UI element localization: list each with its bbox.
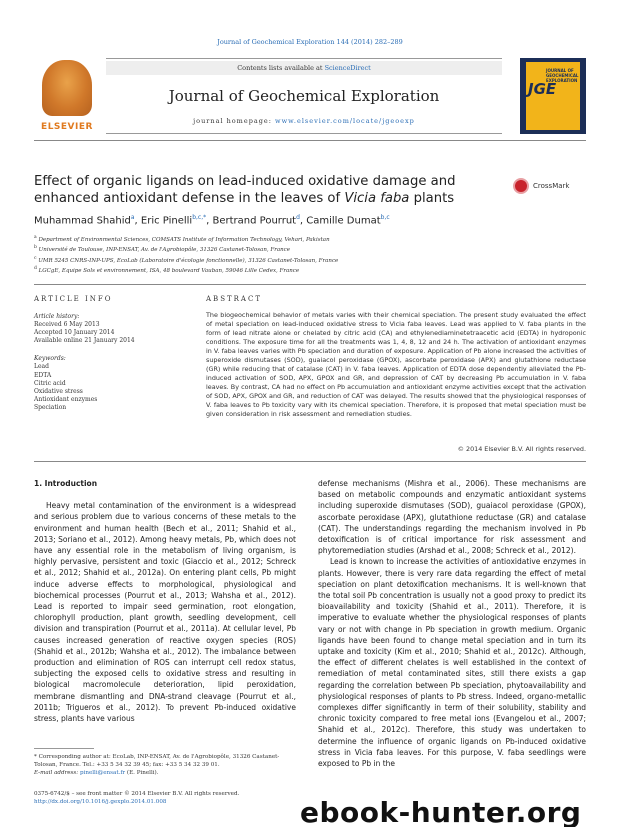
history-item: Received 6 May 2013 [34,321,100,329]
divider [34,140,586,141]
keywords-label: Keywords: [34,355,66,363]
homepage-link[interactable]: www.elsevier.com/locate/jgeoexp [275,117,415,125]
article-info-heading: ARTICLE INFO [34,295,113,303]
author-sep: , [206,215,213,227]
history-item: Available online 21 January 2014 [34,337,135,345]
publication-info [34,790,296,806]
doi-link[interactable]: http://dx.doi.org/10.1016/j.gexplo.2014.01.008 [34,799,167,805]
affiliations [34,234,586,276]
journal-homepage [106,117,502,125]
affiliation [34,265,586,275]
contents-bar [106,61,502,75]
crossmark-badge[interactable] [513,177,588,197]
author-sep: , [134,215,141,227]
cover-letters: JGE [528,80,557,98]
keyword: EDTA [34,371,52,379]
body-column-left [34,478,296,724]
author-name[interactable]: Bertrand Pourrut [212,215,297,227]
affiliation-sup: b [34,245,37,251]
email-label: E-mail address: [34,770,80,776]
keyword: Speciation [34,403,67,411]
affiliation-sup: c [34,255,37,261]
title-line-2a: enhanced antioxidant defense in the leaves of [34,191,345,206]
keyword: Citric acid [34,379,66,387]
article-info [34,313,184,412]
author-sup[interactable]: b,c [380,214,390,221]
affiliation-sup: d [34,266,37,272]
footnote-rule [34,748,94,749]
journal-reference[interactable]: Journal of Geochemical Exploration 144 (2014) 282–289 [217,38,403,46]
affiliation-text: Department of Environmental Sciences, COMSATS Institute of Information Technology, Vehari, Pakistan [38,236,330,243]
history-label: Article history: [34,313,80,320]
title-line-2b: plants [409,191,455,206]
affiliation-text: LGCgE, Equipe Sols et environnement, ISA, 48 boulevard Vauban, 59046 Lille Cedex, France [38,268,300,275]
title-line-1: Effect of organic ligands on lead-induced oxidative damage and [34,174,456,189]
abstract-heading: ABSTRACT [206,295,263,303]
journal-banner [106,58,502,134]
crossmark-label: CrossMark [533,182,570,190]
journal-cover[interactable] [520,58,586,134]
affiliation [34,255,586,265]
divider [34,461,586,462]
body-column-right [318,478,586,769]
divider [34,284,586,285]
email-note [34,769,296,777]
keyword: Antioxidant enzymes [34,395,98,403]
paragraph: Lead is known to increase the activities of antioxidative enzymes in plants. However, there is very rare data regarding the effect of metal speciation on plant detoxification mechanisms. It is well-known that the total soil Pb concentration is usually not a good proxy to predict its bioavailability and toxicity (Shahid et al., 2011). Therefore, it is imperative to evaluate whether the physiological responses of plants vary or not with change in Pb speciation in growth medium. Organic ligands have been found to change metal speciation and in turn its uptake and toxicity (Kim et al., 2010; Shahid et al., 2012c). Although, the effect of different chelates is well established in the context of remediation of metal contaminated sites, still there exists a gap regarding the correlation between Pb speciation, phytoavailability and physiological responses of plants to Pb stress. Indeed, organo-metallic complexes differ significantly in term of their solubility, stability and chronic toxicity compared to free metal ions (Evangelou et al., 2007; Shahid et al., 2012c). Therefore, this study was undertaken to determine the influence of organic ligands on Pb-induced oxidative stress in Vicia faba leaves. For this purpose, V. faba seedlings were exposed to Pb in the [318,557,586,769]
author-name[interactable]: Camille Dumat [306,215,381,227]
paragraph: defense mechanisms (Mishra et al., 2006). These mechanisms are based on metabolic compounds and enzymatic antioxidant systems including superoxide dismutases (SOD), guaiacol peroxidase (GPOX), ascorbate peroxidase (APX), glutathione reductase (GR) and catalase (CAT). The understandings regarding the mechanism involved in Pb detoxification is of critical importance for risk assessment and phytoremediation studies (Arshad et al., 2008; Schreck et al., 2012). [318,479,586,556]
author-sup[interactable]: a [130,214,135,221]
affiliation [34,234,586,244]
affiliation-text: UMR 5245 CNRS-INP-UPS, EcoLab (Laboratoire d'écologie fonctionnelle), 31326 Castanet-Tolosan, France [38,257,339,264]
paragraph: Heavy metal contamination of the environment is a widespread and serious problem due to various concerns of these metals to the environment and human health (Bech et al., 2011; Shahid et al., 2013; Soriano et al., 2012). Among heavy metals, Pb, which does not have any essential role in the metabolism of living organism, is highly pervasive, persistent and toxic (Giaccio et al., 2012; Schreck et al., 2012; Shahid et al., 2012a). On entering plant cells, Pb might induce adverse effects to morphological, physiological and biochemical processes (Pourrut et al., 2013; Wahsha et al., 2012). Lead is reported to impair seed germination, root elongation, chlorophyll production, plant growth, seedling development, cell division and transpiration (Pourrut et al., 2011a). At cellular level, Pb causes increased generation of reactive oxygen species (ROS) (Shahid et al., 2012b; Wahsha et al., 2012). The imbalance between production and elimination of ROS can interrupt cell redox status, subjecting the exposed cells to oxidative stress and resulting in biological macromolecule deterioration, lipid peroxidation, membrane dismantling and DNA-strand cleavage (Pourrut et al., 2011b; Trigueros et al., 2012). To prevent Pb-induced oxidative stress, plants have various [34,501,296,724]
masthead [34,58,586,134]
author-sep: , [299,215,307,227]
abstract-copyright: © 2014 Elsevier B.V. All rights reserved. [457,445,586,453]
sciencedirect-link[interactable]: ScienceDirect [324,64,371,72]
email-link[interactable]: pinelli@ensat.fr [79,770,126,776]
keyword: Lead [34,363,49,371]
corresponding-author-note: * Corresponding author at: EcoLab, INP-ENSAT, Av. de l'Agrobiopôle, 31326 Castanet-Tolosan, France. Tel.: +33 5 34 32 39 45; fax: +33 5 34 32 39 01. [34,754,280,768]
keyword: Oxidative stress [34,387,83,395]
affiliation-sup: a [34,235,37,240]
issn-line: 0375-6742/$ – see front matter © 2014 Elsevier B.V. All rights reserved. [34,791,240,797]
author-sup[interactable]: d [296,214,300,221]
crossmark-icon [513,178,529,194]
abstract-text: The biogeochemical behavior of metals varies with their chemical speciation. The present study evaluated the effect of metal speciation on lead-induced oxidative stress to Vicia faba leaves. Lead was applied to V. faba plants in the form of lead nitrate alone or chelated by citric acid (CA) and ethylenediaminetetraacetic acid (EDTA) in hydroponic conditions. The exposure time for all the treatments was 1, 4, 8, 12 and 24 h. The activation of antioxidant enzymes in V. faba leaves varies with Pb speciation and duration of exposure. Application of Pb alone increased the activities of superoxide dismutases (SOD), guaiacol peroxidase (GPOX), ascorbate peroxidase (APX) and glutathione reductase (GR) while reducing that of catalase (CAT) in V. faba leaves. Application of EDTA dose dependently alleviated the Pb-induced activation of SOD, APX, GPOX and GR, and depression of CAT by decreasing Pb accumulation in V. faba leaves. By contrast, CA had no effect on Pb accumulation and antioxidant enzyme activities except that the activation of SOD, APX, GPOX and GR, and reduction of CAT was delayed. The results showed that the physiological responses of V. faba leaves to Pb toxicity vary with its chemical speciation. Therefore, it is proposed that metal speciation must be given consideration in risk assessment and remediation studies. [206,311,586,418]
title-species: Vicia faba [344,191,410,206]
watermark: ebook-hunter.org [300,796,582,827]
affiliation-text: Université de Toulouse, INP-ENSAT, Av. de l'Agrobiopôle, 31326 Castanet-Tolosan, France [38,247,290,254]
footnotes [34,753,296,777]
article-title [34,173,484,207]
affiliation [34,244,586,254]
contents-prefix: Contents lists available at [237,64,325,72]
elsevier-logo[interactable] [34,58,100,134]
publisher-name: ELSEVIER [41,122,93,132]
section-heading: 1. Introduction [34,479,98,488]
elsevier-tree-icon [42,60,92,116]
homepage-prefix: journal homepage: [193,117,275,125]
email-suffix: (E. Pinelli). [125,770,159,776]
author-list [34,214,586,226]
author-name[interactable]: Muhammad Shahid [34,215,131,227]
author-sup[interactable]: b,c,* [192,214,207,221]
cover-small-title: JOURNAL OF GEOCHEMICAL EXPLORATION [546,68,579,83]
history-item: Accepted 10 January 2014 [34,329,115,337]
journal-title: Journal of Geochemical Exploration [168,87,440,105]
author-name[interactable]: Eric Pinelli [140,215,193,227]
